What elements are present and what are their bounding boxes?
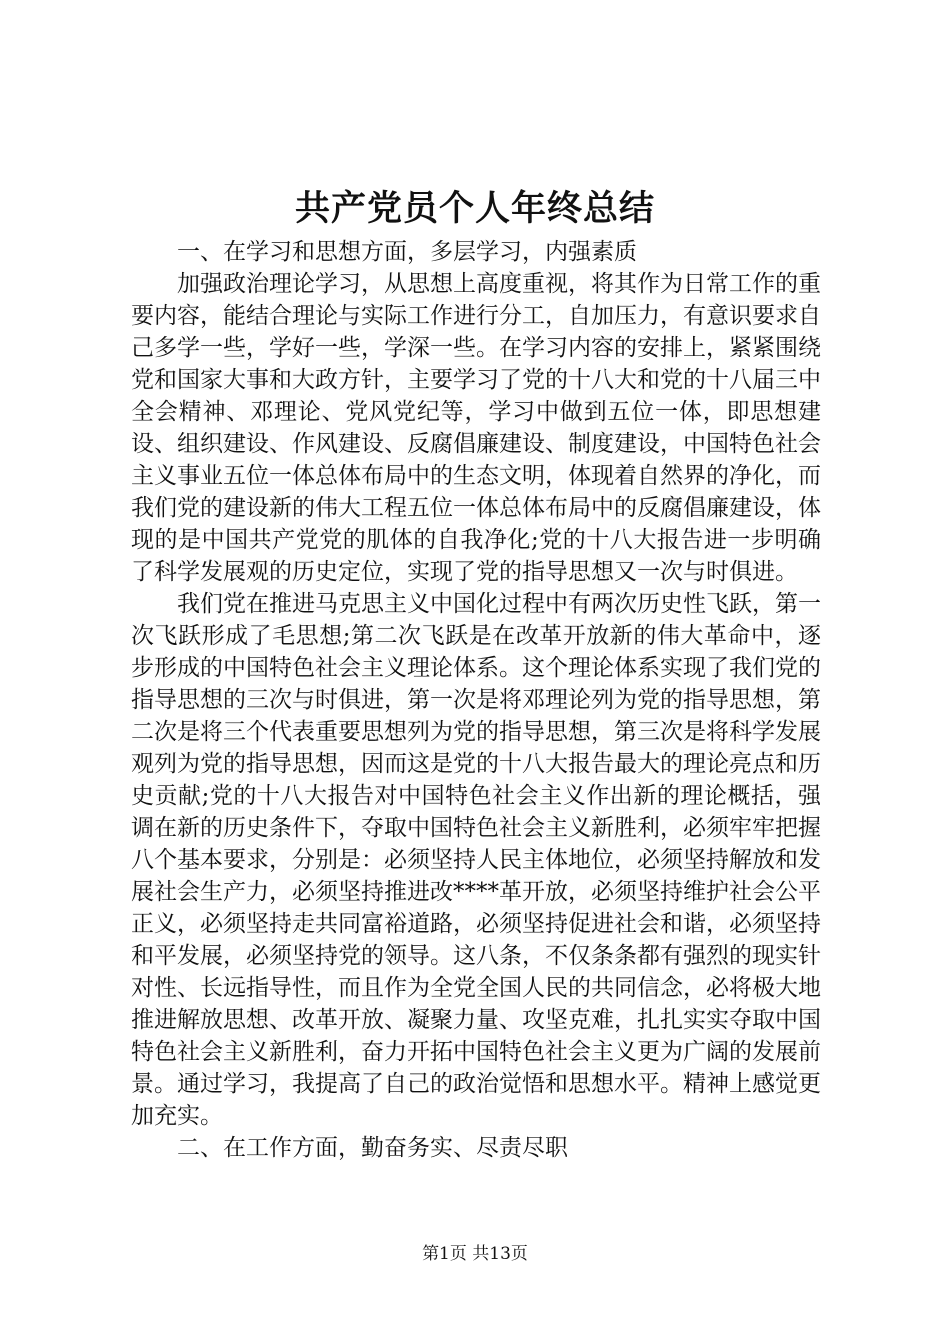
document-title: 共产党员个人年终总结	[294, 188, 655, 229]
page-number-footer: 第1页 共13页	[422, 1244, 528, 1264]
document-body	[131, 236, 821, 1164]
section-heading-study: 一、在学习和思想方面，多层学习，内强素质	[177, 239, 637, 265]
body-paragraph: 加强政治理论学习，从思想上高度重视，将其作为日常工作的重要内容，能结合理论与实际工作进行分工，自加压力，有意识要求自己多学一些，学好一些，学深一些。在学习内容的安排上，紧紧围绕党和国家大事和大政方针，主要学习了党的十八大和党的十八届三中全会精神、邓理论、党风党纪等，学习中做到五位一体，即思想建设、组织建设、作风建设、反腐倡廉建设、制度建设，中国特色社会主义事业五位一体总体布局中的生态文明，体现着自然界的净化，而我们党的建设新的伟大工程五位一体总体布局中的反腐倡廉建设，体现的是中国共产党党的肌体的自我净化;党的十八大报告进一步明确了科学发展观的历史定位，实现了党的指导思想又一次与时俱进。	[131, 271, 821, 585]
section-heading-work: 二、在工作方面，勤奋务实、尽责尽职	[177, 1135, 568, 1161]
body-paragraph: 我们党在推进马克思主义中国化过程中有两次历史性飞跃，第一次飞跃形成了毛思想;第二次飞跃是在改革开放新的伟大革命中，逐步形成的中国特色社会主义理论体系。这个理论体系实现了我们党的指导思想的三次与时俱进，第一次是将邓理论列为党的指导思想，第二次是将三个代表重要思想列为党的指导思想，第三次是将科学发展观列为党的指导思想，因而这是党的十八大报告最大的理论亮点和历史贡献;党的十八大报告对中国特色社会主义作出新的理论概括，强调在新的历史条件下，夺取中国特色社会主义新胜利，必须牢牢把握八个基本要求，分别是：必须坚持人民主体地位，必须坚持解放和发展社会生产力，必须坚持推进改****革开放，必须坚持维护社会公平正义，必须坚持走共同富裕道路，必须坚持促进社会和谐，必须坚持和平发展，必须坚持党的领导。这八条，不仅条条都有强烈的现实针对性、长远指导性，而且作为全党全国人民的共同信念，必将极大地推进解放思想、改革开放、凝聚力量、攻坚克难，扎扎实实夺取中国特色社会主义新胜利，奋力开拓中国特色社会主义更为广阔的发展前景。通过学习，我提高了自己的政治觉悟和思想水平。精神上感觉更加充实。	[131, 591, 821, 1129]
